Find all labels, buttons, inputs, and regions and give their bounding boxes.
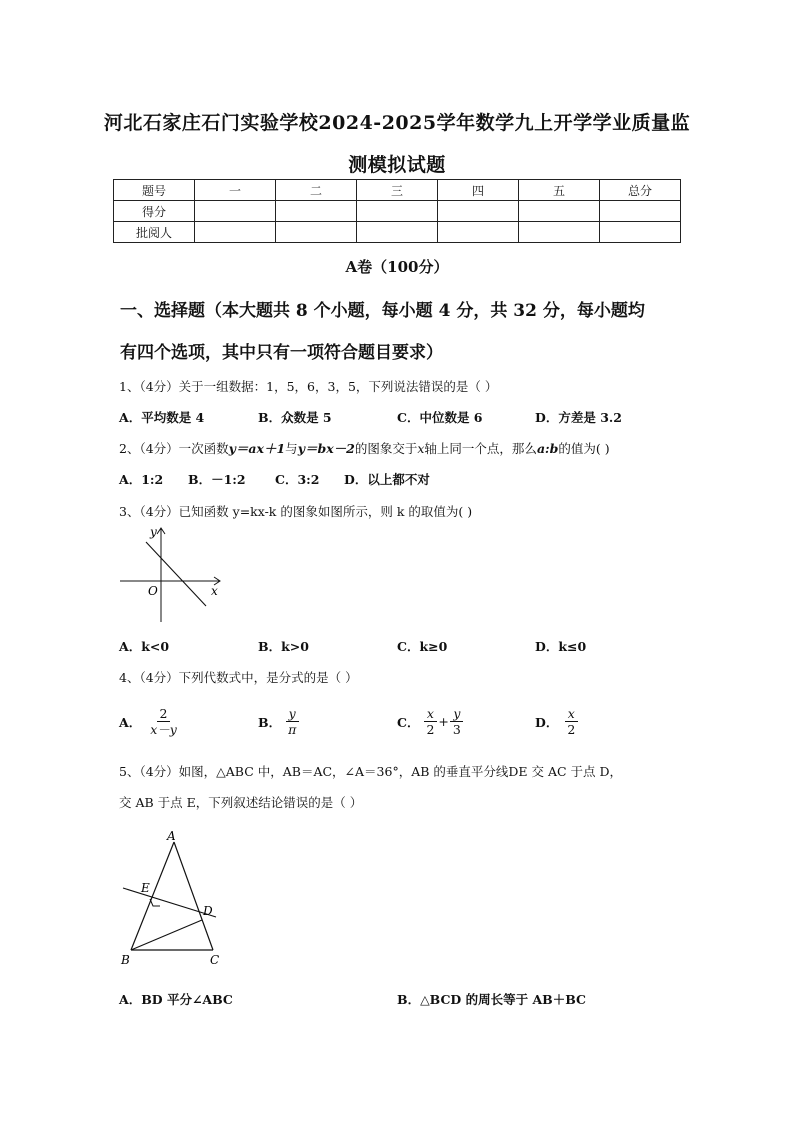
score-cell[interactable] — [519, 201, 600, 222]
denominator: 2 — [426, 722, 435, 737]
grader-row — [114, 222, 681, 243]
q4-option-d-label: D． — [535, 714, 559, 730]
q3-option-a[interactable]: A．k<0 — [119, 639, 170, 654]
question-2-stem — [119, 439, 610, 457]
page-title-line1: 河北石家庄石门实验学校2024-2025学年数学九上开学学业质量监 — [103, 112, 691, 134]
q2-suffix: 的值为( ) — [558, 441, 610, 456]
header-cell: 题号 — [114, 180, 195, 201]
q1-option-d[interactable]: D．方差是 3.2 — [535, 410, 622, 425]
label-a: A — [167, 829, 176, 843]
q1-option-c[interactable]: C．中位数是 6 — [397, 410, 483, 425]
y-label: y — [150, 525, 157, 539]
q4-option-b[interactable] — [258, 706, 299, 737]
score-table-header-row — [114, 180, 681, 201]
score-cell[interactable] — [357, 201, 438, 222]
row-label: 批阅人 — [114, 222, 195, 243]
side-ab — [131, 842, 174, 950]
numerator: y — [286, 706, 299, 722]
label-b: B — [121, 953, 130, 967]
q1-option-b[interactable]: B．众数是 5 — [258, 410, 332, 425]
q4-option-c-fraction-1 — [423, 706, 437, 737]
q5-triangle-figure — [112, 826, 228, 970]
numerator: 2 — [157, 706, 171, 722]
q2-expr1: y＝ax＋1 — [228, 441, 286, 456]
origin-label: O — [148, 584, 158, 598]
score-cell[interactable] — [600, 201, 681, 222]
q3-option-c[interactable]: C．k≥0 — [397, 639, 448, 654]
page-title-line2: 测模拟试题 — [348, 154, 446, 176]
q2-option-b[interactable]: B．－1:2 — [188, 472, 246, 487]
header-cell: 三 — [357, 180, 438, 201]
q4-option-c[interactable] — [397, 706, 464, 737]
header-cell: 二 — [276, 180, 357, 201]
q4-option-a[interactable] — [119, 706, 180, 737]
row-label: 得分 — [114, 201, 195, 222]
numerator: x — [424, 706, 437, 722]
q4-option-c-fraction-2 — [450, 706, 464, 737]
q2-ratio: a:b — [536, 441, 559, 456]
question-4-stem: 4、（4分）下列代数式中，是分式的是（ ） — [119, 670, 358, 685]
score-cell[interactable] — [438, 201, 519, 222]
q4-option-b-label: B． — [258, 714, 282, 730]
denominator: 2 — [567, 722, 576, 737]
score-cell[interactable] — [276, 222, 357, 243]
q5-option-b[interactable]: B．△BCD 的周长等于 AB＋BC — [397, 992, 586, 1007]
q2-option-c[interactable]: C．3:2 — [275, 472, 320, 487]
score-table — [113, 179, 681, 243]
denominator: 3 — [452, 722, 461, 737]
q4-option-a-label: A． — [119, 714, 142, 730]
header-cell: 一 — [195, 180, 276, 201]
q3-option-b[interactable]: B．k>0 — [258, 639, 309, 654]
question-3-stem: 3、（4分）已知函数 y=kx-k 的图象如图所示，则 k 的取值为( ) — [119, 504, 473, 519]
header-cell: 五 — [519, 180, 600, 201]
score-cell[interactable] — [600, 222, 681, 243]
score-cell[interactable] — [195, 222, 276, 243]
question-5-stem-line1: 5、（4分）如图，△ABC 中，AB＝AC，∠A＝36°，AB 的垂直平分线DE 交 AC 于点 D， — [119, 764, 623, 779]
q2-mid2: 的图象交于 — [354, 441, 418, 456]
q2-xvar: x — [417, 441, 425, 456]
denominator: π — [288, 722, 297, 737]
score-cell[interactable] — [519, 222, 600, 243]
q1-option-a[interactable]: A．平均数是 4 — [119, 410, 205, 425]
section-juan-heading: A卷（100分） — [345, 258, 449, 276]
header-cell: 四 — [438, 180, 519, 201]
q3-graph-figure — [116, 522, 226, 628]
x-label: x — [211, 584, 218, 598]
q4-option-c-operator: + — [438, 714, 449, 729]
q2-option-a[interactable]: A．1:2 — [119, 472, 164, 487]
q2-mid3: 轴上同一个点，那么 — [424, 441, 537, 456]
section1-heading-line1: 一、选择题（本大题共 8 个小题，每小题 4 分，共 32 分，每小题均 — [120, 301, 645, 321]
section1-heading-line2: 有四个选项，其中只有一项符合题目要求） — [120, 343, 443, 363]
q2-expr2: y＝bx－2 — [297, 441, 355, 456]
score-row — [114, 201, 681, 222]
question-1-stem: 1、（4分）关于一组数据：1，5，6，3，5，下列说法错误的是（ ） — [119, 379, 498, 394]
q5-option-a[interactable]: A．BD 平分∠ABC — [119, 992, 233, 1007]
q4-option-d-fraction — [564, 706, 578, 737]
numerator: x — [565, 706, 578, 722]
q4-option-a-fraction — [147, 706, 180, 737]
q2-mid: 与 — [285, 441, 298, 456]
numerator: y — [450, 706, 463, 722]
q2-prefix: 2、（4分）一次函数 — [119, 441, 229, 456]
score-cell[interactable] — [195, 201, 276, 222]
q4-option-b-fraction — [285, 706, 299, 737]
q2-option-d[interactable]: D．以上都不对 — [344, 472, 430, 487]
side-ac — [174, 842, 213, 950]
score-cell[interactable] — [438, 222, 519, 243]
q4-option-c-label: C． — [397, 714, 420, 730]
header-cell: 总分 — [600, 180, 681, 201]
q4-option-d[interactable] — [535, 706, 578, 737]
label-d: D — [203, 904, 213, 918]
denominator: x－y — [150, 722, 177, 737]
q3-option-d[interactable]: D．k≤0 — [535, 639, 587, 654]
label-c: C — [210, 953, 220, 967]
score-cell[interactable] — [357, 222, 438, 243]
question-5-stem-line2: 交 AB 于点 E，下列叙述结论错误的是（ ） — [119, 795, 363, 810]
label-e: E — [141, 881, 150, 895]
score-cell[interactable] — [276, 201, 357, 222]
